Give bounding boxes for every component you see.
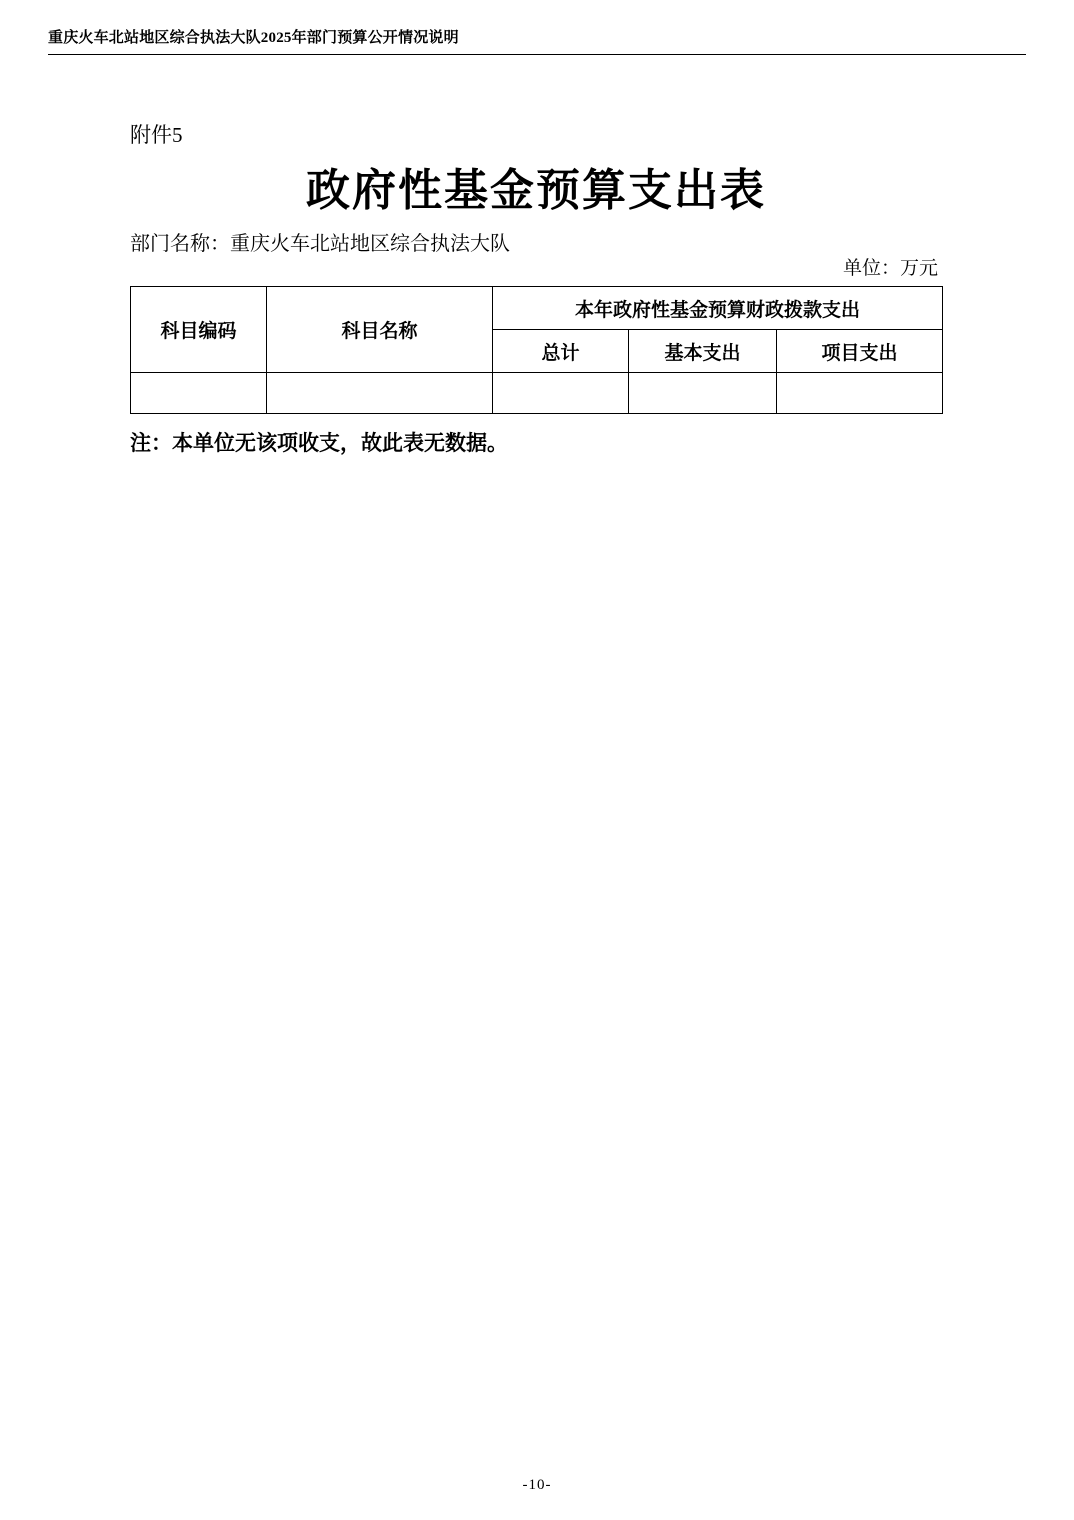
- table-header-row-1: [131, 287, 943, 330]
- department-name: 部门名称：重庆火车北站地区综合执法大队: [130, 233, 510, 255]
- running-header-title: 重庆火车北站地区综合执法大队2025年部门预算公开情况说明: [48, 30, 459, 46]
- attachment-label: 附件5: [130, 123, 183, 147]
- cell-project: [777, 373, 943, 414]
- column-group-header-expenditure: 本年政府性基金预算财政拨款支出: [493, 287, 943, 330]
- column-header-project: 项目支出: [777, 330, 943, 373]
- column-header-code: 科目编码: [131, 287, 267, 373]
- budget-table: [130, 286, 943, 414]
- header-divider: [48, 54, 1026, 55]
- running-header: [48, 28, 1026, 55]
- column-header-basic: 基本支出: [629, 330, 777, 373]
- page-title: 政府性基金预算支出表: [306, 165, 766, 216]
- table-meta-row: [130, 230, 942, 282]
- table-note: 注：本单位无该项收支，故此表无数据。: [130, 430, 508, 455]
- column-header-name: 科目名称: [267, 287, 493, 373]
- cell-code: [131, 373, 267, 414]
- currency-unit: 单位：万元: [842, 258, 938, 279]
- cell-total: [493, 373, 629, 414]
- document-body: [130, 120, 942, 458]
- page-number: -10-: [522, 1477, 552, 1493]
- table-row: [131, 373, 943, 414]
- cell-basic: [629, 373, 777, 414]
- column-header-total: 总计: [493, 330, 629, 373]
- cell-name: [267, 373, 493, 414]
